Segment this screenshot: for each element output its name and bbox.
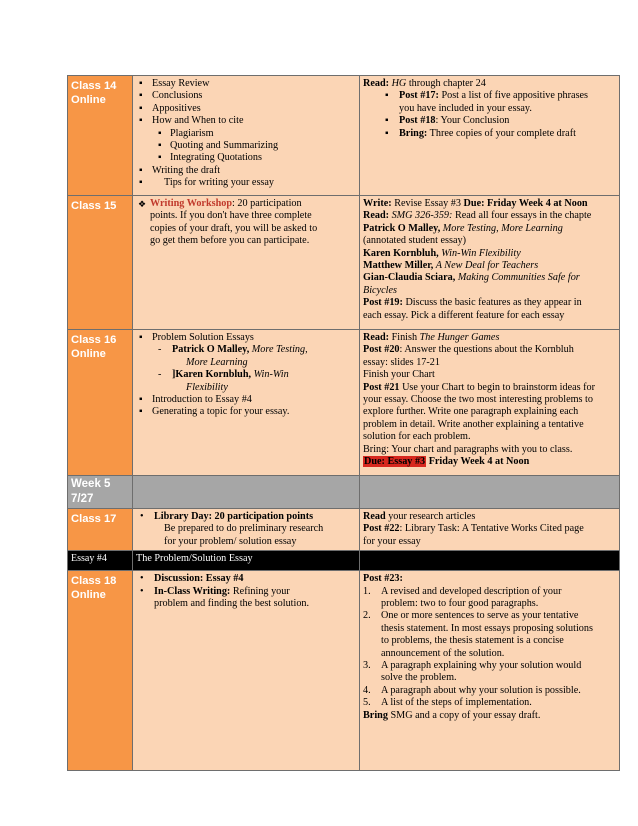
bullet-text-cont: for your problem/ solution essay xyxy=(164,535,297,547)
read-text: Read all four essays in the chapte xyxy=(452,210,592,222)
post-text-cont: problem in detail. Write another explaining a tentative xyxy=(363,418,584,430)
bullet-item: ▪ Tips for writing your essay xyxy=(136,177,356,189)
schedule-row-class-16 xyxy=(68,330,620,476)
bring-text: SMG and a copy of your essay draft. xyxy=(387,709,541,721)
class-mode: Online xyxy=(71,348,106,360)
class-assignments xyxy=(360,571,620,771)
essay-title: More Testing, xyxy=(249,344,308,356)
task-text: Finish your Chart xyxy=(363,369,435,381)
item-text-cont: solve the problem. xyxy=(381,672,457,684)
item-text-cont: thesis statement. In most essays proposing solutions xyxy=(381,622,593,634)
post-text: Discuss the basic features as they appear in xyxy=(402,297,582,309)
bullet-item: ▪ Appositives xyxy=(136,103,356,115)
due-date: Friday Week 4 at Noon xyxy=(426,456,530,468)
essay-title-cont: Flexibility xyxy=(186,381,228,393)
essay-title: The Problem/Solution Essay xyxy=(133,551,360,571)
schedule-row-class-15 xyxy=(68,196,620,330)
bring-label: Bring: xyxy=(399,127,428,139)
class-number: Class 15 xyxy=(71,200,117,212)
read-label: Read xyxy=(363,511,386,522)
essay-title-cont: Bicycles xyxy=(363,284,397,296)
essay-title: A New Deal for Teachers xyxy=(433,260,539,272)
workshop-text-cont: points. If you don't have three complete xyxy=(150,210,312,222)
bullet-label: In-Class Writing: xyxy=(154,585,231,597)
post-label: Post #19: xyxy=(363,297,403,309)
due-badge: Due: Essay #3 xyxy=(364,456,426,468)
read-label: Read: xyxy=(363,210,390,222)
essay-title: Making Communities Safe for xyxy=(455,272,580,284)
post-text: Use your Chart to begin to brainstorm ideas for xyxy=(399,381,596,393)
bring-text: Bring: Your chart and paragraphs with you to class. xyxy=(363,443,573,455)
week-date: 7/27 xyxy=(71,493,94,505)
workshop-text-cont: copies of your draft, you will be asked to xyxy=(150,222,318,234)
sub-bullet-item: ▪ Plagiarism xyxy=(136,128,356,140)
class-label xyxy=(68,571,133,771)
post-label: Post #21 xyxy=(363,381,400,393)
essay-title: Win-Win xyxy=(251,369,289,381)
bullet-text-cont: Be prepared to do preliminary research xyxy=(164,523,324,535)
essay-title-cont: More Learning xyxy=(186,356,248,368)
essay-note: (annotated student essay) xyxy=(363,235,466,247)
bullet-text: Refining your xyxy=(230,585,290,597)
post-label: Post #17: xyxy=(399,90,439,102)
post-label: Post #18 xyxy=(399,115,436,127)
schedule-row-class-14 xyxy=(68,76,620,196)
due-date: Due: Friday Week 4 at Noon xyxy=(463,198,588,209)
post-text-cont: each essay. Pick a different feature for each essay xyxy=(363,309,565,321)
essay-label: Essay #4 xyxy=(68,551,133,571)
week-divider xyxy=(68,476,620,509)
bullet-item: ▪ Conclusions xyxy=(136,90,356,102)
post-label: Post #23: xyxy=(363,573,403,585)
bullet-text-cont: problem and finding the best solution. xyxy=(154,598,310,610)
class-number: Class 14 xyxy=(71,80,117,92)
class-label xyxy=(68,509,133,551)
class-label xyxy=(68,196,133,330)
bring-label: Bring xyxy=(363,709,388,721)
book-title: SMG 326-359: xyxy=(391,210,453,222)
week-divider-cell xyxy=(133,476,360,509)
author-name: Karen Kornbluh, xyxy=(363,247,439,259)
essay-divider xyxy=(68,551,620,571)
item-number: 3. xyxy=(363,660,371,672)
bullet-item: ▪ Writing the draft xyxy=(136,165,356,177)
bullet-item: Discussion: Essay #4 xyxy=(154,573,244,585)
class-assignments xyxy=(360,76,620,196)
class-mode: Online xyxy=(71,94,106,106)
class-mode: Online xyxy=(71,589,106,602)
post-label: Post #22 xyxy=(363,523,400,535)
read-label: Read: xyxy=(363,78,390,89)
write-text: Revise Essay #3 xyxy=(391,198,464,209)
author-name: Gian-Claudia Sciara, xyxy=(363,272,456,284)
class-label xyxy=(68,330,133,476)
author-name: Patrick O Malley, xyxy=(363,222,441,234)
post-text: : Your Conclusion xyxy=(435,115,510,127)
post-text-cont: for your essay xyxy=(363,535,421,547)
item-number: 4. xyxy=(363,684,371,696)
week-divider-cell xyxy=(360,476,620,509)
post-text: : Library Task: A Tentative Works Cited page xyxy=(399,523,584,535)
essay-title: More Testing, More Learning xyxy=(440,222,563,234)
read-text: Finish xyxy=(389,332,420,343)
item-text-cont: to problems, the thesis statement is a concise xyxy=(381,635,564,647)
class-assignments xyxy=(360,509,620,551)
item-text: A list of the steps of implementation. xyxy=(381,697,532,709)
read-label: Read: xyxy=(363,332,390,343)
class-number: Class 18 xyxy=(71,575,117,588)
book-title: HG xyxy=(391,78,407,89)
week-label xyxy=(68,476,133,509)
item-number: 5. xyxy=(363,697,371,709)
class-topics xyxy=(133,196,360,330)
class-topics xyxy=(133,571,360,771)
schedule-row-class-18 xyxy=(68,571,620,771)
item-text-cont: announcement of the solution. xyxy=(381,647,505,659)
class-number: Class 17 xyxy=(71,513,117,525)
bullet-item: ▪ Problem Solution Essays xyxy=(136,332,356,344)
bullet-item: ▪ Introduction to Essay #4 xyxy=(136,394,356,406)
class-topics xyxy=(133,330,360,476)
item-text-cont: problem: two to four good paragraphs. xyxy=(381,598,539,610)
essay-title: Win-Win Flexibility xyxy=(438,247,521,259)
sub-bullet-item: ▪ Quoting and Summarizing xyxy=(136,140,356,152)
class-assignments xyxy=(360,330,620,476)
author-name: Matthew Miller, xyxy=(363,260,434,272)
post-text: Post a list of five appositive phrases xyxy=(438,90,589,102)
write-label: Write: xyxy=(363,198,392,209)
essay-divider-cell xyxy=(360,551,620,571)
post-text: : Answer the questions about the Kornbluh xyxy=(399,344,574,356)
item-text: One or more sentences to serve as your tentative xyxy=(381,610,579,622)
class-topics xyxy=(133,509,360,551)
course-schedule-table xyxy=(67,75,620,771)
workshop-label: Writing Workshop xyxy=(150,198,232,209)
book-title: The Hunger Games xyxy=(419,332,500,343)
week-number: Week 5 xyxy=(71,478,111,490)
post-label: Post #20 xyxy=(363,344,400,356)
bullet-item: ▪ Essay Review xyxy=(136,78,356,90)
item-number: 2. xyxy=(363,610,371,622)
post-text-cont: solution for each problem. xyxy=(363,431,471,443)
item-text: A revised and developed description of your xyxy=(381,585,562,597)
class-topics xyxy=(133,76,360,196)
read-text: your research articles xyxy=(385,511,476,522)
post-text-cont: your essay. Choose the two most interesting problems to xyxy=(363,394,593,406)
workshop-text-cont: go get them before you can participate. xyxy=(150,235,310,247)
class-assignments xyxy=(360,196,620,330)
workshop-text: : 20 participation xyxy=(232,198,302,209)
read-text: through chapter 24 xyxy=(406,78,486,89)
author-name: Patrick O Malley, xyxy=(172,344,250,356)
post-text-cont: essay: slides 17-21 xyxy=(363,356,440,368)
bullet-item: ▪ How and When to cite xyxy=(136,115,356,127)
item-text: A paragraph about why your solution is possible. xyxy=(381,684,581,696)
schedule-row-class-17 xyxy=(68,509,620,551)
author-name: ]Karen Kornbluh, xyxy=(172,369,252,381)
post-text-cont: you have included in your essay. xyxy=(399,102,532,114)
item-number: 1. xyxy=(363,585,371,597)
sub-bullet-item: ▪ Integrating Quotations xyxy=(136,152,356,164)
bullet-item: Library Day: 20 participation points xyxy=(154,511,314,522)
item-text: A paragraph explaining why your solution would xyxy=(381,660,582,672)
bullet-item: ▪ Generating a topic for your essay. xyxy=(136,406,356,418)
class-label xyxy=(68,76,133,196)
bring-text: Three copies of your complete draft xyxy=(427,127,576,139)
class-number: Class 16 xyxy=(71,334,117,346)
post-text-cont: explore further. Write one paragraph explaining each xyxy=(363,406,579,418)
